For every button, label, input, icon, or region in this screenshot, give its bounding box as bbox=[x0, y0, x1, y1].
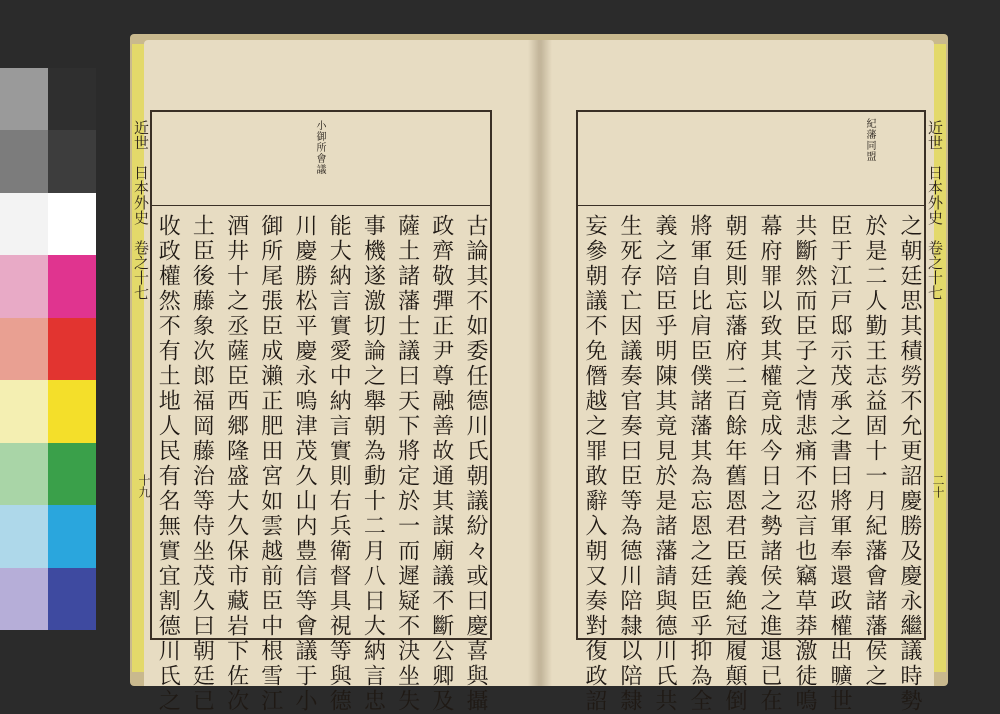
right-page-column-7: 將軍自比肩臣僕諸藩其為忘恩之廷臣乎抑為全 bbox=[687, 214, 712, 714]
right-page-column-9: 生死存亡因議奏官奏曰臣等為德川陪隸以陪隸 bbox=[617, 214, 642, 714]
left-margin-title: 近世 日本外史 卷之十七 bbox=[132, 120, 150, 300]
swatch-left-0 bbox=[0, 68, 48, 130]
right-page-column-4: 共斷然而臣子之情悲痛不忍言也竊草莽激徒鳴 bbox=[792, 214, 817, 714]
swatch-left-8 bbox=[0, 568, 48, 630]
left-frame-divider bbox=[150, 205, 492, 206]
swatch-left-7 bbox=[0, 505, 48, 567]
left-page-column-7: 御所尾張臣成瀨正肥田宮如雲越前臣中根雪江 bbox=[257, 214, 283, 714]
swatch-left-5 bbox=[0, 380, 48, 442]
left-page-column-1: 古論其不如委任德川氏朝議紛々或曰慶喜與攝 bbox=[462, 214, 488, 714]
right-page-column-8: 義之陪臣乎明陳其竟見於是諸藩請與德川氏共 bbox=[652, 214, 677, 714]
swatch-right-5 bbox=[48, 380, 96, 442]
left-page-column-2: 政齊敬彈正尹尊融善故通其謀廟議不斷公卿及 bbox=[428, 214, 454, 714]
swatch-right-3 bbox=[48, 255, 96, 317]
swatch-left-2 bbox=[0, 193, 48, 255]
book-gutter bbox=[528, 40, 552, 686]
swatch-right-0 bbox=[48, 68, 96, 130]
right-page-column-3: 臣于江戸邸示茂承之書曰將軍奉還政權出曠世 bbox=[827, 214, 852, 714]
right-frame-divider bbox=[576, 205, 926, 206]
swatch-left-1 bbox=[0, 130, 48, 192]
left-page-column-5: 能大納言實愛中納言實則右兵衛督具視等與德 bbox=[326, 214, 352, 714]
left-page-column-9: 土臣後藤象次郎福岡藤治等侍坐茂久曰朝廷已 bbox=[189, 214, 215, 714]
left-page-number: 十九 bbox=[137, 474, 151, 498]
swatch-right-1 bbox=[48, 130, 96, 192]
right-page-number: 二十 bbox=[931, 474, 945, 498]
left-page-column-6: 川慶勝松平慶永嗚津茂久山内豊信等會議于小 bbox=[291, 214, 317, 714]
left-page-column-8: 酒井十之丞薩臣西郷隆盛大久保市藏岩下佐次 bbox=[223, 214, 249, 714]
swatch-right-4 bbox=[48, 318, 96, 380]
swatch-left-6 bbox=[0, 443, 48, 505]
right-page-column-5: 幕府罪以致其權竟成今日之勢諸侯之進退已在 bbox=[757, 214, 782, 714]
right-margin-title: 近世 日本外史 卷之十七 bbox=[926, 120, 944, 300]
swatch-left-4 bbox=[0, 318, 48, 380]
swatch-right-6 bbox=[48, 443, 96, 505]
right-page-column-2: 於是二人勤王志益固十一月紀藩會諸藩侯之 bbox=[862, 214, 887, 689]
right-page-column-10: 妄參朝議不免僭越之罪敢辭入朝又奏對復政詔 bbox=[582, 214, 607, 714]
right-top-note: 紀藩同盟 bbox=[864, 118, 875, 162]
right-page-column-1: 之朝廷思其積勞不允更詔慶勝及慶永繼議時勢 bbox=[897, 214, 922, 714]
left-page-column-4: 事機遂激切論之舉朝為動十二月八日大納言忠 bbox=[360, 214, 386, 714]
left-top-note: 小御所會議 bbox=[314, 120, 325, 175]
left-page-column-10: 收政權然不有土地人民有名無實宜割德川氏之 bbox=[155, 214, 181, 714]
swatch-right-7 bbox=[48, 505, 96, 567]
swatch-left-3 bbox=[0, 255, 48, 317]
swatch-right-8 bbox=[48, 568, 96, 630]
color-calibration-chart bbox=[0, 68, 96, 630]
swatch-right-2 bbox=[48, 193, 96, 255]
left-page-column-3: 薩土諸藩士議曰天下將定於一而遲疑不決坐失 bbox=[394, 214, 420, 714]
right-page-column-6: 朝廷則忘藩府二百餘年舊恩君臣義絶冠履顛倒 bbox=[722, 214, 747, 714]
